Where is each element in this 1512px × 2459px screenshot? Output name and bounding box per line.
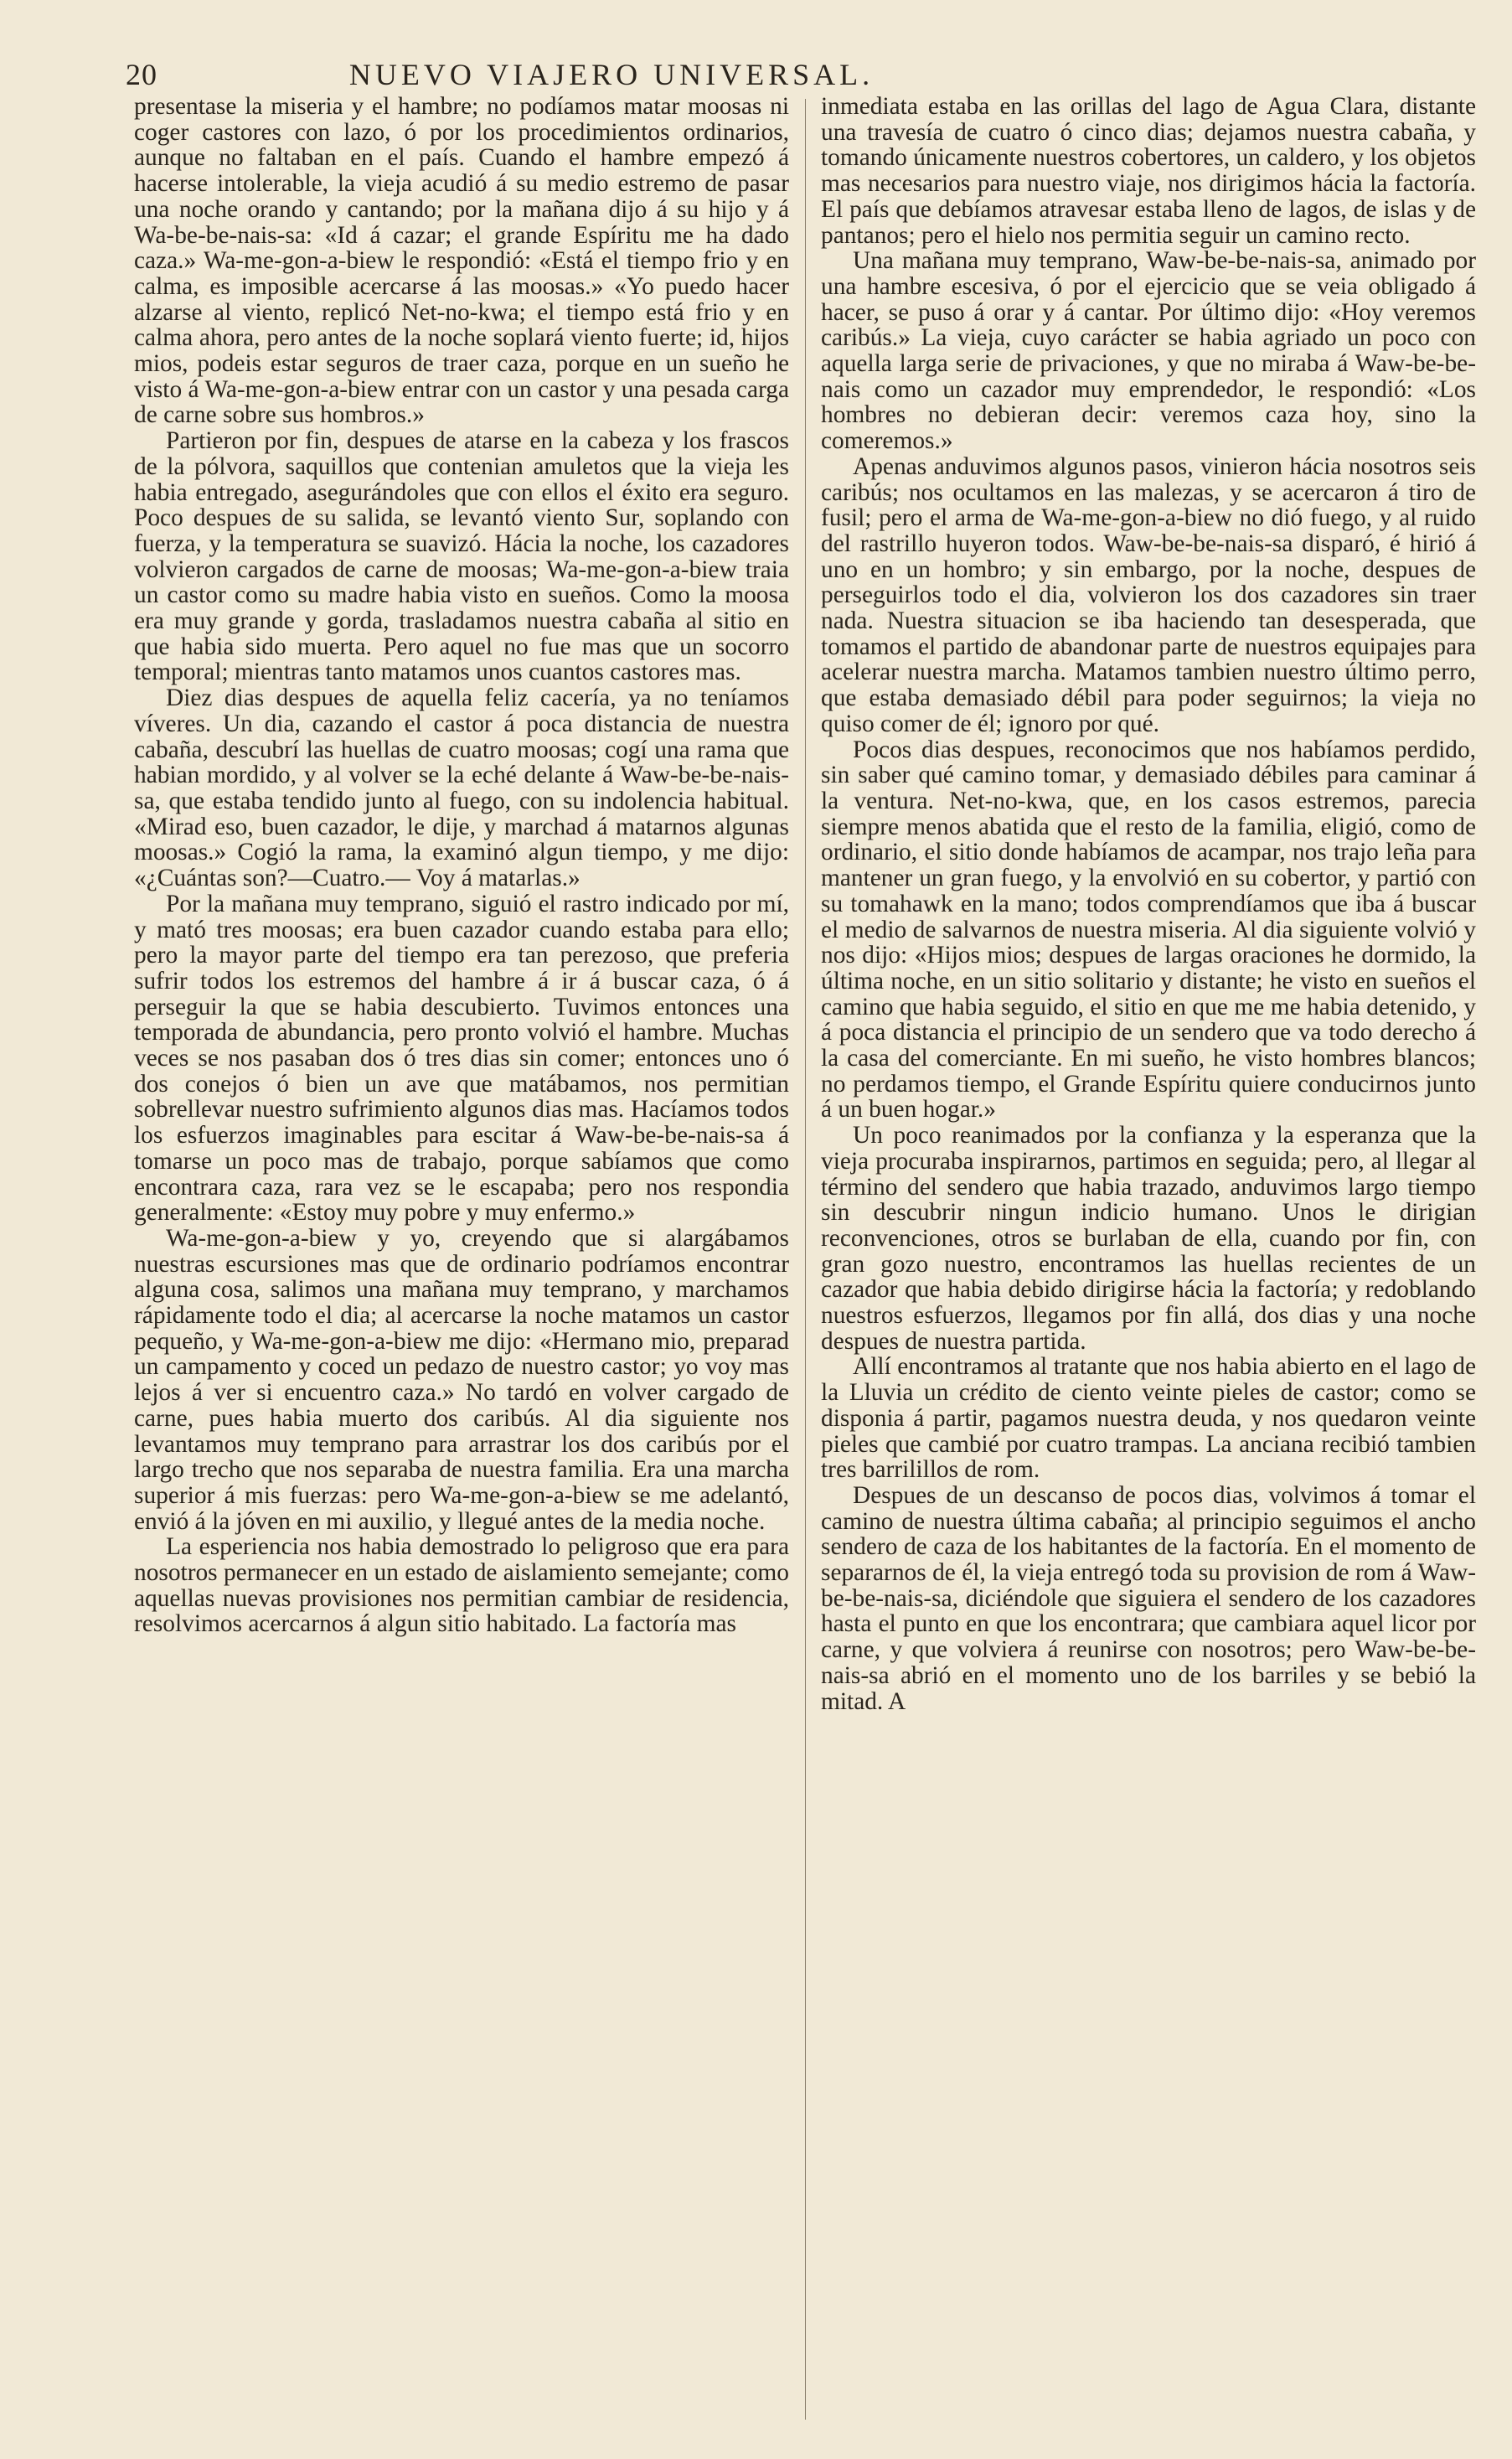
paragraph: inmediata estaba en las orillas del lago de Agua Clara, distante una travesía de cuatro ó cinco dias; dejamos nuestra cabaña, y tomando únicamente nuestros cobertores, un caldero, y los objetos mas necesarios para nuestro viaje, nos dirigimos hácia la factoría. El país que debíamos atravesar estaba lleno de lagos, de islas y de pantanos; pero el hielo nos permitia seguir un camino recto. <box>821 94 1476 249</box>
page-header <box>126 57 1097 96</box>
paragraph: Pocos dias despues, reconocimos que nos habíamos perdido, sin saber qué camino tomar, y demasiado débiles para caminar á la ventura. Net-no-kwa, que, en los casos estremos, parecia siempre menos abatida que el resto de la familia, eligió, como de ordinario, el sitio donde habíamos de acampar, nos trajo leña para mantener un gran fuego, y la envolvió en su cobertor, y partió con su tomahawk en la mano; todos comprendíamos que iba á buscar el medio de salvarnos de nuestra miseria. Al dia siguiente volvió y nos dijo: «Hijos mios; despues de largas oraciones he dormido, la última noche, en un sitio solitario y distante; he visto en sueños el camino que habia seguido, el sitio en que me me habia detenido, y á poca distancia el principio de un sendero que va todo derecho á la casa del comerciante. En mi sueño, he visto hombres blancos; no perdamos tiempo, el Grande Espíritu quiere conducirnos junto á un buen hogar.» <box>821 736 1476 1124</box>
page-number: 20 <box>126 58 157 91</box>
paragraph: Apenas anduvimos algunos pasos, vinieron hácia nosotros seis caribús; nos ocultamos en las malezas, y se acercaron á tiro de fusil; pero el arma de Wa-me-gon-a-biew no dió fuego, y al ruido del rastrillo huyeron todos. Waw-be-be-nais-sa disparó, é hirió á uno en un hombro; y sin embargo, por la noche, despues de perseguirlos todo el dia, volvieron los dos cazadores sin traer nada. Nuestra situacion se iba haciendo tan desesperada, que tomamos el partido de abandonar parte de nuestros equipajes para acelerar nuestra marcha. Matamos tambien nuestro último perro, que estaba demasiado débil para poder seguirnos; la vieja no quiso comer de él; ignoro por qué. <box>821 452 1476 737</box>
paragraph: Diez dias despues de aquella feliz cacería, ya no teníamos víveres. Un dia, cazando el castor á poca distancia de nuestra cabaña, descubrí las huellas de cuatro moosas; cogí una rama que habian mordido, y al volver se la eché delante á Waw-be-be-nais-sa, que estaba tendido junto al fuego, con su indolencia habitual. «Mirad eso, buen cazador, le dije, y marchad á matarnos algunas moosas.» Cogió la rama, la examinó algun tiempo, y me dijo: «¿Cuántas son?—Cuatro.— Voy á matarlas.» <box>134 684 789 892</box>
column-divider <box>805 99 806 2420</box>
paragraph: Un poco reanimados por la confianza y la esperanza que la vieja procuraba inspirarnos, partimos en seguida; pero, al llegar al término del sendero que habia trazado, anduvimos largo tiempo sin descubrir ningun indicio humano. Unos le dirigian reconvenciones, otros se burlaban de ella, cuando por fin, con gran gozo nuestro, encontramos las huellas recientes de un cazador que habia debido dirigirse hácia la factoría; y redoblando nuestros esfuerzos, llegamos por fin allá, dos dias y una noche despues de nuestra partida. <box>821 1122 1476 1355</box>
paragraph: Por la mañana muy temprano, siguió el rastro indicado por mí, y mató tres moosas; era buen cazador cuando estaba para ello; pero la mayor parte del tiempo era tan perezoso, que preferia sufrir todos los estremos del hambre á ir á buscar caza, ó á perseguir la que se habia descubierto. Tuvimos entonces una temporada de abundancia, pero pronto volvió el hambre. Muchas veces se nos pasaban dos ó tres dias sin comer; entonces uno ó dos conejos ó bien un ave que matábamos, nos permitian sobrellevar nuestro sufrimiento algunos dias mas. Hacíamos todos los esfuerzos imaginables para escitar á Waw-be-be-nais-sa á tomarse un poco mas de trabajo, porque sabíamos que como encontrara caza, rara vez se le escapaba; pero nos respondia generalmente: «Estoy muy pobre y muy enfermo.» <box>134 890 789 1227</box>
paragraph: La esperiencia nos habia demostrado lo peligroso que era para nosotros permanecer en un estado de aislamiento semejante; como aquellas nuevas provisiones nos permitian cambiar de residencia, resolvimos acercarnos á algun sitio habitado. La factoría mas <box>134 1533 789 1638</box>
paragraph: Partieron por fin, despues de atarse en la cabeza y los frascos de la pólvora, saquillos que contenian amuletos que la vieja les habia entregado, asegurándoles que con ellos el éxito era seguro. Poco despues de su salida, se levantó viento Sur, soplando con fuerza, y la temperatura se suavizó. Hácia la noche, los cazadores volvieron cargados de carne de moosas; Wa-me-gon-a-biew traia un castor como su madre habia visto en sueños. Como la moosa era muy grande y gorda, trasladamos nuestra cabaña al sitio en que habia sido muerta. Pero aquel no fue mas que un socorro temporal; mientras tanto matamos unos cuantos castores mas. <box>134 427 789 686</box>
paragraph: presentase la miseria y el hambre; no podíamos matar moosas ni coger castores con lazo, ó por los procedimientos ordinarios, aunque no faltaban en el país. Cuando el hambre empezó á hacerse intolerable, la vieja acudió á su medio estremo de pasar una noche orando y cantando; por la mañana dijo á su hijo y á Wa-be-be-nais-sa: «Id á cazar; el grande Espíritu me ha dado caza.» Wa-me-gon-a-biew le respondió: «Está el tiempo frio y en calma, es imposible acercarse á las moosas.» «Yo puedo hacer alzarse al viento, replicó Net-no-kwa; el tiempo está frio y en calma ahora, pero antes de la noche soplará viento fuerte; id, hijos mios, podeis estar seguros de traer caza, porque en un sueño he visto á Wa-me-gon-a-biew entrar con un castor y una pesada carga de carne sobre sus hombros.» <box>134 94 789 429</box>
right-column <box>821 94 1476 2431</box>
left-column <box>134 94 789 2431</box>
paragraph: Despues de un descanso de pocos dias, volvimos á tomar el camino de nuestra última cabaña; al principio seguimos el ancho sendero de caza de los habitantes de la factoría. En el momento de separarnos de él, la vieja entregó toda su provision de rom á Waw-be-be-nais-sa, diciéndole que siguiera el sendero de los cazadores hasta el punto en que los encontrara; que cambiara aquel licor por carne, y que volviera á reunirse con nosotros; pero Waw-be-be-nais-sa abrió en el momento uno de los barriles y se bebió la mitad. A <box>821 1481 1476 1715</box>
paragraph: Wa-me-gon-a-biew y yo, creyendo que si alargábamos nuestras escursiones mas que de ordinario podríamos encontrar alguna cosa, salimos una mañana muy temprano, y marchamos rápidamente todo el dia; al acercarse la noche matamos un castor pequeño, y Wa-me-gon-a-biew me dijo: «Hermano mio, preparad un campamento y coced un pedazo de nuestro castor; yo voy mas lejos á ver si encuentro caza.» No tardó en volver cargado de carne, pues habia muerto dos caribús. Al dia siguiente nos levantamos muy temprano para arrastrar los dos caribús por el largo trecho que nos separaba de nuestra familia. Era una marcha superior á mis fuerzas: pero Wa-me-gon-a-biew se me adelantó, envió á la jóven en mi auxilio, y llegué antes de la media noche. <box>134 1224 789 1535</box>
paragraph: Allí encontramos al tratante que nos habia abierto en el lago de la Lluvia un crédito de ciento veinte pieles de castor; como se disponia á partir, pagamos nuestra deuda, y nos quedaron veinte pieles que cambié por cuatro trampas. La anciana recibió tambien tres barrilillos de rom. <box>821 1353 1476 1484</box>
running-title: NUEVO VIAJERO UNIVERSAL. <box>348 58 875 91</box>
paragraph: Una mañana muy temprano, Waw-be-be-nais-sa, animado por una hambre escesiva, ó por el ejercicio que se veia obligado á hacer, se puso á orar y á cantar. Por último dijo: «Hoy veremos caribús.» La vieja, cuyo carácter se habia agriado un poco con aquella larga serie de privaciones, y que no miraba á Waw-be-be-nais como un cazador muy emprendedor, le respondió: «Los hombres no debieran decir: veremos caza hoy, sino la comeremos.» <box>821 247 1476 455</box>
